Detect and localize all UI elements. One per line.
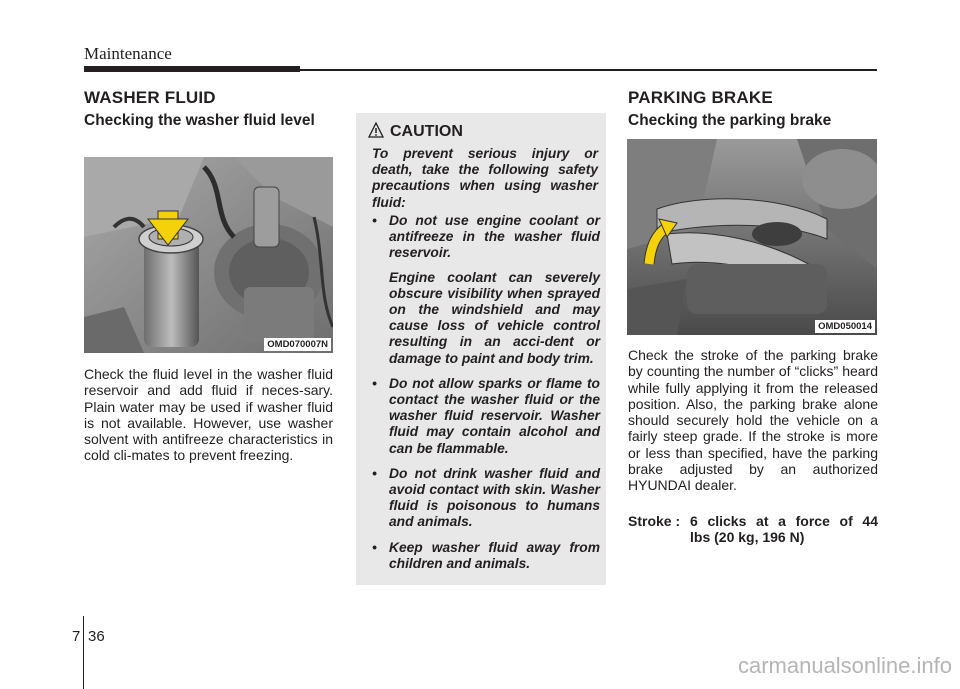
caution-intro: To prevent serious injury or death, take the following safety precautions when using washer fluid: bbox=[372, 146, 598, 210]
parking-brake-subheading: Checking the parking brake bbox=[628, 112, 832, 129]
footer-page: 36 bbox=[88, 628, 105, 645]
footer-rule bbox=[83, 616, 84, 689]
brake-photo-label: OMD050014 bbox=[815, 320, 875, 333]
stroke-value-line2: lbs (20 kg, 196 N) bbox=[690, 529, 805, 545]
watermark: carmanualsonline.info bbox=[737, 653, 952, 678]
parking-brake-heading: PARKING BRAKE bbox=[628, 88, 773, 107]
washer-fluid-heading: WASHER FLUID bbox=[84, 88, 216, 107]
stroke-value-line1: 6 clicks at a force of 44 bbox=[690, 513, 878, 529]
stroke-label: Stroke : bbox=[628, 513, 681, 529]
caution-item: • Do not use engine coolant or antifreeze in the washer fluid reservoir. Engine coolant can severely obscure visibility when sprayed on the windshield and may cause loss of vehicle control resulting in an acci-dent or damage to paint and body trim. bbox=[372, 213, 600, 366]
caution-item: • Do not allow sparks or flame to contact the washer fluid or the washer fluid reservoir. Washer fluid may contain alcohol and can be flammable. bbox=[372, 375, 600, 456]
washer-photo-label: OMD070007N bbox=[264, 338, 331, 351]
parking-brake-body: Check the stroke of the parking brake by counting the number of “clicks” heard while fully applying it from the released position. Also, the parking brake alone should securely hold the vehicle on a fairly steep grade. If the stroke is more or less than specified, have the parking brake adjusted by an authorized HYUNDAI dealer. bbox=[628, 347, 878, 494]
caution-item: • Keep washer fluid away from children and animals. bbox=[372, 539, 600, 571]
caution-box bbox=[356, 113, 606, 585]
caution-item-text: Do not allow sparks or flame to contact the washer fluid or the washer fluid reservoir. Washer fluid may contain alcohol and can be flammable. bbox=[389, 375, 600, 456]
caution-item-text: Keep washer fluid away from children and animals. bbox=[389, 539, 600, 571]
engine-bay-illustration bbox=[84, 157, 333, 353]
washer-reservoir-photo bbox=[84, 157, 333, 353]
console-illustration bbox=[627, 139, 877, 335]
header-rule bbox=[300, 69, 877, 71]
caution-title: CAUTION bbox=[390, 123, 463, 140]
caution-item-text: Do not use engine coolant or antifreeze in the washer fluid reservoir. bbox=[389, 213, 600, 261]
warning-triangle-icon bbox=[368, 122, 384, 138]
washer-fluid-body: Check the fluid level in the washer fluid reservoir and add fluid if neces-sary. Plain water may be used if washer fluid is not available. However, use washer solvent with antifreeze characteristics in cold cli-mates to prevent freezing. bbox=[84, 366, 333, 464]
footer-chapter: 7 bbox=[72, 628, 81, 645]
caution-list bbox=[372, 213, 600, 572]
header-bar bbox=[84, 66, 300, 72]
parking-brake-photo bbox=[627, 139, 877, 335]
washer-fluid-subheading: Checking the washer fluid level bbox=[84, 112, 315, 129]
caution-item-text: Do not drink washer fluid and avoid contact with skin. Washer fluid is poisonous to humans and animals. bbox=[389, 465, 600, 530]
caution-item-extra: Engine coolant can severely obscure visibility when sprayed on the windshield and may cause loss of vehicle control resulting in an acci-dent or damage to paint and body trim. bbox=[389, 269, 600, 366]
header-title: Maintenance bbox=[84, 44, 172, 63]
caution-item: • Do not drink washer fluid and avoid contact with skin. Washer fluid is poisonous to humans and animals. bbox=[372, 465, 600, 530]
